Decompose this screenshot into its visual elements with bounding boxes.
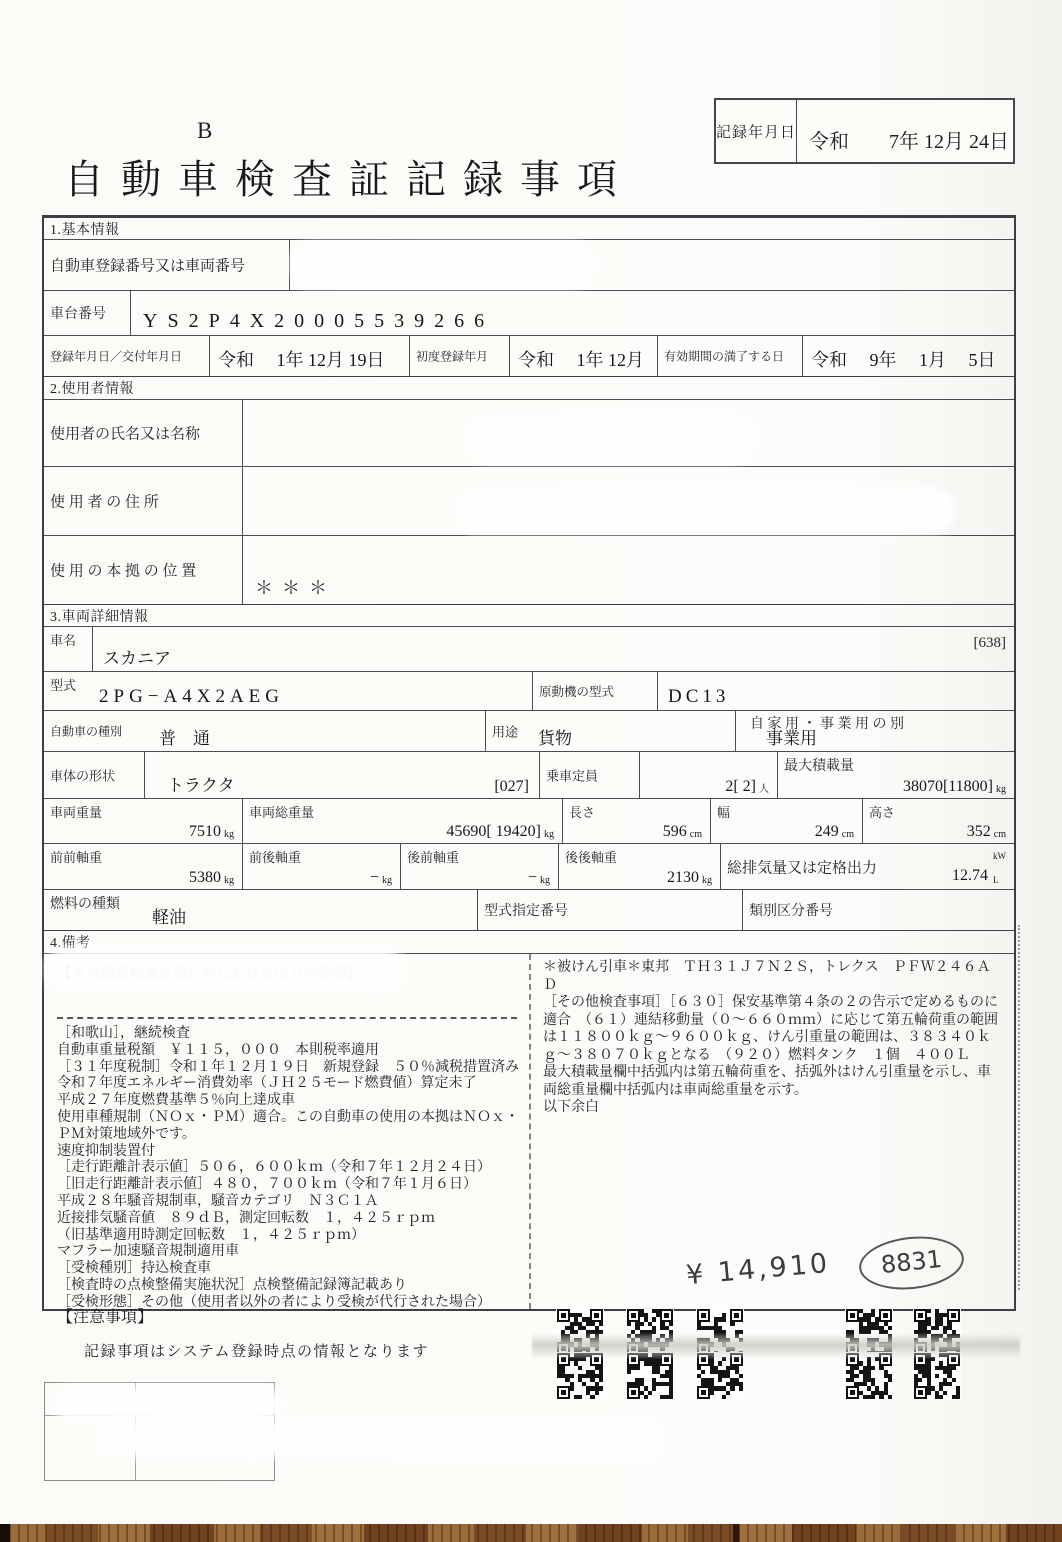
- remark-line: 令和７年度エネルギー消費効率（ＪＨ２５モード燃費値）算定未了: [57, 1076, 477, 1092]
- remark-line: ［和歌山］，継続検査: [57, 1026, 190, 1041]
- registration-date-value-cell: [209, 336, 409, 376]
- unit-label: 人: [759, 784, 769, 795]
- field-label: 型式指定番号: [484, 904, 568, 919]
- field-label: 用途: [492, 724, 519, 740]
- field-label: 車両総重量: [249, 805, 315, 820]
- body-shape-code: [027]: [494, 778, 529, 795]
- scan-smudge-band: [532, 1334, 1020, 1358]
- business-use-cell: [735, 711, 1014, 751]
- row-weights-dimensions: [44, 798, 1014, 843]
- first-registration-label-cell: [409, 336, 509, 376]
- remark-line: ［走行距離計表示値］５０６，６００ｋｍ（令和７年１２月２４日）: [57, 1160, 491, 1176]
- row-chassis-number: [44, 290, 1014, 335]
- field-value: 45690[ 19420]: [446, 823, 541, 840]
- body-shape-value-cell: [144, 752, 539, 798]
- document-title: 自動車検査証記録事項: [64, 157, 634, 202]
- redaction-smudge: [295, 247, 590, 283]
- axle-front-rear-cell: [242, 844, 400, 889]
- field-label: 長さ: [569, 805, 596, 820]
- field-label: 後後軸重: [565, 850, 618, 865]
- row-base-location: [44, 535, 1014, 604]
- redaction-smudge: [100, 1425, 660, 1453]
- handwritten-amount: ¥ 14,910: [684, 1247, 832, 1292]
- page-mark: B: [197, 118, 213, 143]
- fuel-type-cell: [44, 890, 477, 930]
- field-label: 前後軸重: [249, 850, 302, 865]
- field-value: 249: [814, 823, 839, 840]
- registration-date-label-cell: [44, 336, 209, 376]
- field-value: 令和 1年 12月 19日: [218, 350, 385, 370]
- field-label: 使用者の氏名又は名称: [50, 426, 201, 443]
- field-value: 2130: [667, 869, 699, 886]
- unit-label: cm: [689, 829, 702, 840]
- field-value: 2[ 2]: [725, 778, 756, 795]
- unit-label: kg: [702, 875, 712, 886]
- class-division-cell: [742, 890, 1014, 930]
- axle-front-front-cell: [44, 844, 242, 889]
- remarks-right-column: [529, 954, 1014, 1309]
- field-value: 596: [662, 823, 687, 840]
- field-value: 38070[11800]: [902, 778, 993, 795]
- record-date-box: [714, 98, 1015, 164]
- remarks-body: [44, 953, 1014, 1309]
- remarks-left-lines: [57, 1026, 521, 1312]
- engine-model-value-cell: [657, 672, 1014, 710]
- unit-label: cm: [841, 829, 854, 840]
- type-designation-cell: [477, 890, 742, 930]
- section-basic-info: 1.基本情報: [44, 217, 1014, 239]
- remark-line: 近接排気騒音値 ８９ｄＢ，測定回転数 １，４２５ｒｐｍ: [57, 1210, 435, 1226]
- unit-label: kg: [382, 875, 392, 886]
- separator-dashes: [57, 1017, 517, 1019]
- row-registration-dates: [44, 335, 1014, 376]
- vehicle-weight-cell: [44, 799, 242, 843]
- remark-line: ［その他検査事項］［６３０］保安基準第４条の２の告示で定めるものに適合 （６１）連結移動量（０～６６０ｍｍ）に応じて第五輪荷重の範囲は１１８００ｋｇ～９６００ｋｇ、けん引重量の範囲は、３８３４０ｋｇ～３８０７０ｋｇとなる （９２０）燃料タンク １個 ４００Ｌ: [543, 995, 998, 1063]
- capacity-value-cell: [639, 752, 777, 798]
- remark-line: 平成２７年度燃費基準５％向上達成車: [57, 1093, 295, 1109]
- unit-label: kg: [996, 784, 1006, 795]
- unit-label: kg: [540, 875, 550, 886]
- base-location-label-cell: [44, 536, 242, 604]
- section-remarks: 4.備考: [44, 930, 1014, 953]
- use-type-cell: [485, 711, 735, 751]
- length-cell: [562, 799, 710, 843]
- max-payload-cell: [777, 752, 1014, 798]
- height-cell: [862, 799, 1014, 843]
- field-label: 最大積載量: [784, 759, 854, 774]
- field-value: −: [369, 869, 379, 886]
- field-label: 初度登録年月: [416, 349, 489, 364]
- field-label: 型式: [50, 678, 77, 693]
- field-label: 総排気量又は定格出力: [727, 860, 878, 876]
- registration-number-label-cell: [44, 240, 289, 290]
- field-label: 燃料の種類: [50, 897, 120, 912]
- field-label: 使 用 の 本 拠 の 位 置: [50, 563, 197, 580]
- field-label: 乗車定員: [546, 768, 599, 784]
- remark-line: 平成２８年騒音規制車，騒音カテゴリ Ｎ３Ｃ１Ａ: [57, 1193, 379, 1209]
- main-table: [42, 215, 1016, 1311]
- user-address-label-cell: [44, 467, 242, 535]
- wood-floor-strip: [0, 1524, 1062, 1542]
- notes-text: 記録事項はシステム登録時点の情報となります: [84, 1344, 430, 1360]
- field-value: 事業用: [766, 729, 817, 748]
- expiry-date-label-cell: [657, 336, 802, 376]
- field-value: 7510: [189, 823, 221, 840]
- field-value: 軽油: [152, 908, 186, 927]
- field-value: 令和 9年 1月 5日: [811, 350, 996, 370]
- remark-line: ［受検種別］持込検査車: [57, 1261, 211, 1277]
- remark-line: ［受検形態］その他（使用者以外の者により受検が代行された場合）: [57, 1294, 491, 1310]
- base-location-value-cell: [242, 536, 1014, 604]
- user-name-label-cell: [44, 400, 242, 466]
- expiry-date-value-cell: [802, 336, 1014, 376]
- remark-line: ［３１年度税制］令和１年１２月１９日 新規登録 ５０％減税措置済み: [57, 1059, 519, 1075]
- field-value: スカニア: [103, 649, 171, 668]
- chassis-label-cell: [44, 291, 130, 335]
- qr-code: [913, 1352, 961, 1400]
- row-fuel-type: [44, 889, 1014, 930]
- field-label: 後前軸重: [407, 850, 460, 865]
- row-axle-weights: [44, 843, 1014, 889]
- field-label: 幅: [717, 805, 731, 820]
- gross-weight-cell: [242, 799, 562, 843]
- field-label: 車名: [50, 633, 77, 648]
- redaction-smudge: [460, 492, 950, 528]
- field-label: 有効期間の満了する日: [664, 349, 785, 364]
- field-label: 類別区分番号: [749, 904, 833, 919]
- vehicle-name-label-cell: [44, 627, 92, 671]
- field-label: 自 家 用 ・ 事 業 用 の 別: [750, 717, 904, 732]
- field-label: 車体の形状: [50, 768, 116, 784]
- chassis-value-cell: [130, 291, 1014, 335]
- field-value: 2PG−A4X2AEG: [99, 686, 284, 707]
- record-date-label: 記録年月日: [716, 100, 797, 162]
- unit-l-label: L: [993, 875, 999, 885]
- row-vehicle-name: [44, 626, 1014, 671]
- field-value: ＊＊＊: [255, 578, 336, 598]
- remark-line: ＊被けん引車＊東邦 ＴＨ３１Ｊ７Ｎ２Ｓ，トレクス ＰＦＷ２４６ＡＤ: [543, 960, 991, 993]
- field-label: 自動車の種別: [50, 724, 123, 739]
- field-value: −: [527, 869, 537, 886]
- field-value: 12.74: [952, 867, 988, 884]
- field-value: 普 通: [159, 729, 210, 748]
- field-label: 車台番号: [50, 307, 106, 322]
- notes-header: 【注意事項】: [57, 1309, 154, 1326]
- field-value: 352: [966, 823, 991, 840]
- remark-line: 使用車種規制（ＮＯｘ・ＰＭ）適合。この自動車の使用の本拠はＮＯｘ・ＰＭ対策地域外です。: [57, 1109, 519, 1142]
- field-value: トラクタ: [167, 776, 235, 795]
- field-value: 貨物: [538, 729, 572, 748]
- remark-line: ［旧走行距離計表示値］４８０，７００ｋｍ（令和７年１月６日）: [57, 1177, 477, 1193]
- vehicle-name-code: [638]: [973, 635, 1006, 651]
- qr-code: [626, 1352, 674, 1400]
- section-vehicle-details: 3.車両詳細情報: [44, 604, 1014, 626]
- remarks-right-lines: [543, 959, 1004, 1117]
- axle-rear-rear-cell: [558, 844, 720, 889]
- qr-code: [556, 1352, 604, 1400]
- redaction-smudge: [58, 1390, 278, 1418]
- body-shape-label-cell: [44, 752, 144, 798]
- remarks-left-column: [44, 954, 529, 1309]
- row-vehicle-kind: [44, 710, 1014, 751]
- field-value: 令和 1年 12月: [518, 350, 644, 370]
- field-label: 前前軸重: [50, 850, 103, 865]
- field-value: 5380: [189, 869, 221, 886]
- handwritten-circled-number: 8831: [857, 1232, 967, 1295]
- field-label: 自動車登録番号又は車両番号: [50, 258, 246, 275]
- redaction-smudge: [50, 952, 400, 986]
- unit-label: kg: [224, 829, 234, 840]
- field-label: 使 用 者 の 住 所: [50, 494, 159, 511]
- remark-line: 速度抑制装置付: [57, 1143, 155, 1159]
- remark-line: 自動車重量税額 ￥１１５，０００ 本則税率適用: [57, 1042, 379, 1058]
- remark-line: ［検査時の点検整備実施状況］点検整備記録簿記載あり: [57, 1277, 407, 1293]
- record-date-value: 令和 7年 12月 24日: [809, 131, 1009, 153]
- field-label: 高さ: [869, 805, 896, 820]
- section-user-info: 2.使用者情報: [44, 376, 1014, 399]
- remark-line: 最大積載量欄中括弧内は第五輪荷重を、括弧外はけん引重量を示し、車両総重量欄中括弧内は車両総重量を示す。: [543, 1065, 991, 1098]
- width-cell: [710, 799, 862, 843]
- vehicle-kind-cell: [44, 711, 485, 751]
- remark-line: マフラー加速騒音規制適用車: [57, 1244, 239, 1260]
- row-model: [44, 671, 1014, 710]
- remark-line: 以下余白: [543, 1100, 599, 1115]
- axle-rear-front-cell: [400, 844, 558, 889]
- field-label: 登録年月日／交付年月日: [50, 349, 183, 364]
- unit-label: kg: [544, 829, 554, 840]
- row-body-shape: [44, 751, 1014, 798]
- qr-code: [845, 1352, 893, 1400]
- dotted-edge-line: [1018, 925, 1020, 1290]
- engine-model-label-cell: [532, 672, 657, 710]
- remark-line: （旧基準適用時測定回転数 １，４２５ｒｐｍ）: [57, 1227, 365, 1243]
- field-label: 原動機の型式: [539, 685, 615, 699]
- unit-label: kg: [224, 875, 234, 886]
- field-label: 車両重量: [50, 805, 103, 820]
- capacity-label-cell: [539, 752, 639, 798]
- redaction-smudge: [470, 420, 750, 458]
- unit-label: cm: [993, 829, 1006, 840]
- displacement-cell: [720, 844, 1014, 889]
- vehicle-name-value-cell: [92, 627, 1014, 671]
- field-value: YS2P4X20005539266: [143, 310, 495, 332]
- field-value: DC13: [668, 686, 730, 707]
- model-cell: [44, 672, 532, 710]
- unit-kw-label: kW: [993, 851, 1006, 861]
- qr-code: [696, 1352, 744, 1400]
- first-registration-value-cell: [509, 336, 657, 376]
